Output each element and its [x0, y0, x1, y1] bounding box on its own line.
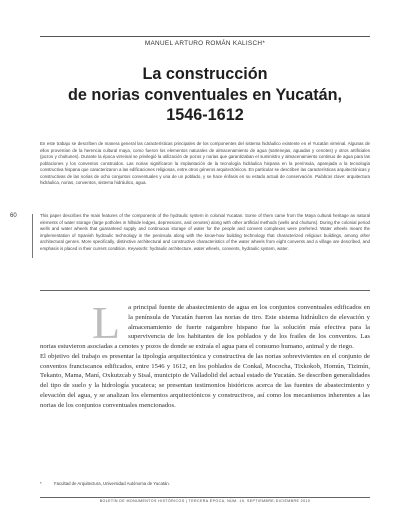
- title-line-2: de norias conventuales en Yucatán,: [67, 85, 343, 104]
- title-line-3: 1546-1612: [166, 106, 244, 124]
- article-title: [40, 64, 370, 126]
- abstract-english: [40, 213, 370, 252]
- top-rule: [40, 36, 370, 37]
- footnote-mark: *: [40, 481, 42, 486]
- drop-cap: L: [92, 297, 121, 348]
- article-body: [40, 297, 370, 410]
- body-para2-text: El objetivo del trabajo es presentar la tipología arquitectónica y constructiva de las norias sobrevivientes en el conjunto de conventos franciscanos edificados, entre 1546 y 1612, en los poblados de Conkal, Mococha, Tixkokob, Homún, Tizimín, Tekanto, Mama, Maní, Oxkutzcab y Sisal, municipio de Valladolid del actual estado de Yucatán. Se describen generalidades del tipo de suelo y la hidrología yucateca; se presentan testimonios históricos acerca de las fuentes de abastecimiento y elevación del agua, y se analizan los elementos arquitectónicos y constructivos, así como los mecanismos inherentes a las norias de los conjuntos conventuales mencionados.: [40, 352, 370, 409]
- footnote: [40, 481, 370, 486]
- abstract-spanish: [40, 141, 370, 187]
- margin-rule: [32, 214, 33, 258]
- body-paragraph-1: [40, 297, 370, 352]
- journal-running-footer: BOLETÍN DE MONUMENTOS HISTÓRICOS | TERCERA ÉPOCA, NÚM. 19, SEPTIEMBRE-DICIEMBRE 2010: [99, 499, 311, 503]
- section-separator: [40, 290, 370, 291]
- page-number: 60: [10, 213, 17, 219]
- abstract-en-text: This paper describes the main features of the components of the hydraulic system in colonial Yucatan. Some of them came from the Maya cultural heritage as natural elements of water storage (large potholes in hillside ledges, depressions, and cenotes) along with other artificial methods (wells and chultuns). During the colonial period wells and water wheels that guaranteed supply and continuous storage of water for the people and convent complexes were preferred. Water wheels meant the implementation of Spanish hydraulic technology in the peninsula along with the know-how building technology that characterized religious buildings, among other architectural genres. More specifically, distinctive architectural and constructive characteristics of the water wheels from eight convents and a village are described, and emphasis is placed in their current condition.: [40, 213, 370, 251]
- author-name: MANUEL ARTURO ROMÁN KALISCH*: [144, 40, 266, 47]
- keywords-es-text: arquitectura hidráulica, norias, conventos, sistema hidráulico, agua.: [40, 173, 370, 186]
- keywords-es-label: Palabras clave:: [314, 173, 346, 179]
- title-line-1: La construcción: [142, 65, 268, 83]
- keywords-en-text: hydraulic architecture, water wheels, convents, hydraulic system, water.: [149, 245, 289, 251]
- footnote-text: Facultad de Arquitectura, Universidad Autónoma de Yucatán.: [54, 481, 171, 486]
- abstract-es-text: En este trabajo se describen de manera general las características principales de los componentes del sistema hidráulico existente en el Yucatán virreinal. Algunas de ellos provenían de la herencia cultural maya, como fueron los elementos naturales de almacenamiento de agua (sartenejas, aguadas y cenotes) y otros artificiales (pozos y chultunes). Durante la época virreinal se privilegió la utilización de pozos y norias que garantizaban el suministro y almacenamiento continuo de agua para las poblaciones y los conventos construidos. Las norias significaron la implantación de la tecnología hidráulica hispana en la península, aparejada a la tecnología constructiva hispana que caracterizaron a las edificaciones religiosas, entre otros géneros arquitectónicos. En particular se describen las características arquitectónicas y constructivas de las norias de ocho conjuntos conventuales y una de un poblado, y se hace énfasis en su estado actual de conservación.: [40, 141, 370, 179]
- body-para1-text: a principal fuente de abastecimiento de agua en los conjuntos conventuales edificados en la península de Yucatán fueron las norias de tiro. Este sistema hidráulico de elevación y almacenamiento de fuerte raigambre hispano fue la solución más efectiva para la supervivencia de los habitantes de los poblados y de los frailes de los conventos. Las norias estuvieron asociadas a cenotes y pozos de donde se extraía el agua para el consumo humano, animal y de riego.: [40, 304, 370, 350]
- body-paragraph-2: [40, 352, 370, 411]
- bottom-rule: [40, 497, 370, 498]
- keywords-en-label: Keywords:: [127, 245, 149, 251]
